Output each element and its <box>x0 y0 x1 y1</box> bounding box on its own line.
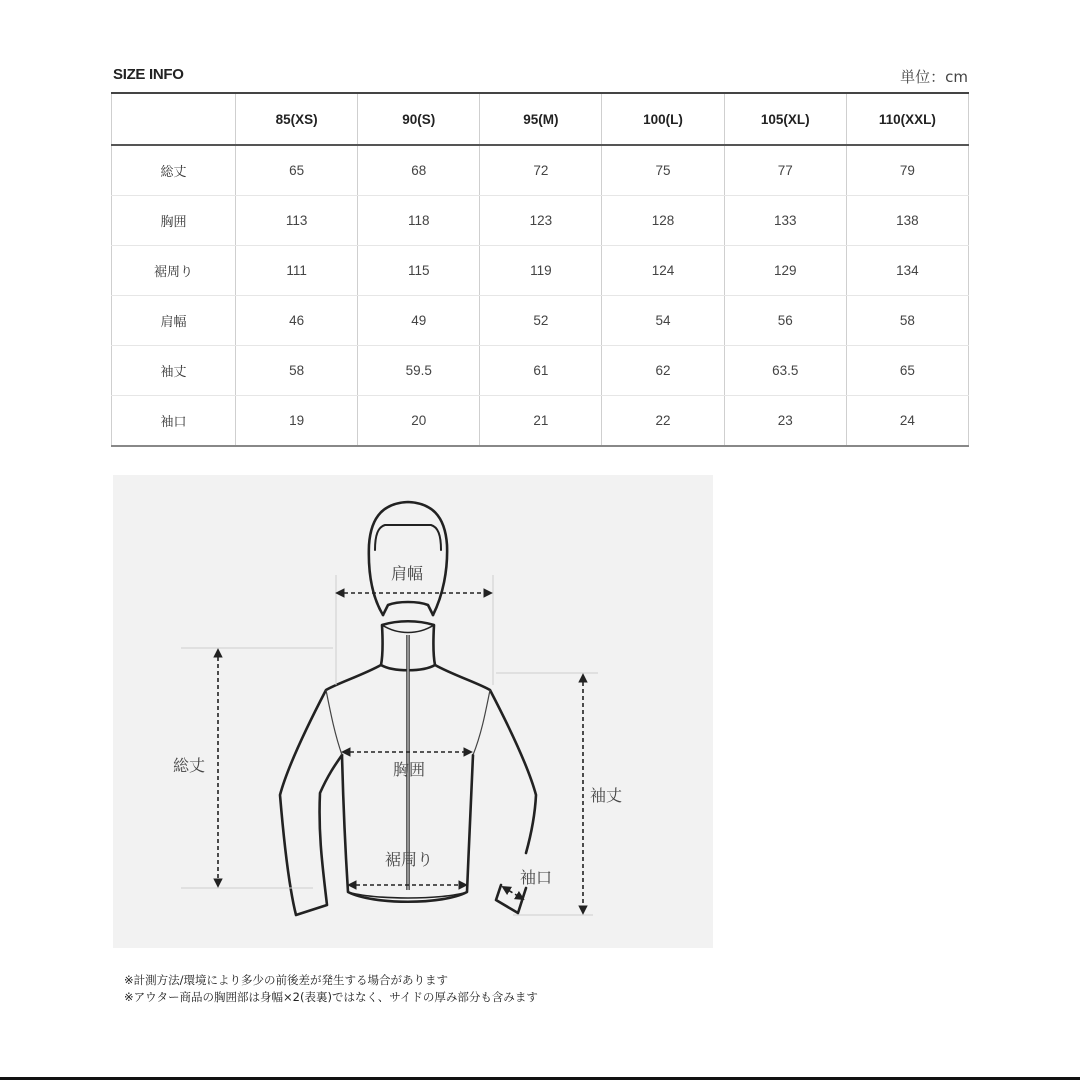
table-cell: 56 <box>724 296 846 346</box>
table-cell: 63.5 <box>724 346 846 396</box>
row-label: 袖丈 <box>112 346 236 396</box>
table-cell: 128 <box>602 196 724 246</box>
size-info-title: SIZE INFO <box>113 66 184 83</box>
table-cell: 75 <box>602 145 724 196</box>
table-cell: 61 <box>480 346 602 396</box>
note-line: ※計測方法/環境により多少の前後差が発生する場合があります <box>124 973 449 987</box>
unit-label: 単位：cm <box>900 68 968 86</box>
jacket-illustration-icon <box>113 475 713 948</box>
table-cell: 65 <box>846 346 968 396</box>
table-cell: 124 <box>602 246 724 296</box>
table-cell: 58 <box>846 296 968 346</box>
shoulder-width-label: 肩幅 <box>391 564 424 583</box>
table-cell: 72 <box>480 145 602 196</box>
header-cell-size: 90(S) <box>358 93 480 145</box>
table-cell: 20 <box>358 396 480 447</box>
row-label: 総丈 <box>112 145 236 196</box>
hem-label: 裾周り <box>385 850 434 869</box>
chest-label: 胸囲 <box>393 760 426 779</box>
table-cell: 54 <box>602 296 724 346</box>
row-label: 裾周り <box>112 246 236 296</box>
table-cell: 65 <box>236 145 358 196</box>
table-cell: 49 <box>358 296 480 346</box>
header-cell-empty <box>112 93 236 145</box>
cuff-label: 袖口 <box>520 868 553 887</box>
table-cell: 62 <box>602 346 724 396</box>
table-cell: 111 <box>236 246 358 296</box>
table-cell: 134 <box>846 246 968 296</box>
table-cell: 129 <box>724 246 846 296</box>
table-row <box>112 145 969 196</box>
table-row <box>112 346 969 396</box>
table-cell: 133 <box>724 196 846 246</box>
sleeve-length-label: 袖丈 <box>590 786 623 805</box>
table-row <box>112 246 969 296</box>
header-cell-size: 100(L) <box>602 93 724 145</box>
total-length-label: 総丈 <box>173 756 206 775</box>
row-label: 肩幅 <box>112 296 236 346</box>
measurement-diagram <box>113 475 713 948</box>
table-cell: 19 <box>236 396 358 447</box>
note-line: ※アウター商品の胸囲部は身幅×2(表裏)ではなく、サイドの厚み部分も含みます <box>124 990 538 1004</box>
table-cell: 115 <box>358 246 480 296</box>
row-label: 胸囲 <box>112 196 236 246</box>
table-cell: 118 <box>358 196 480 246</box>
header-cell-size: 95(M) <box>480 93 602 145</box>
notes <box>124 972 538 1006</box>
table-cell: 79 <box>846 145 968 196</box>
table-cell: 59.5 <box>358 346 480 396</box>
table-cell: 138 <box>846 196 968 246</box>
table-cell: 123 <box>480 196 602 246</box>
table-row <box>112 196 969 246</box>
table-cell: 52 <box>480 296 602 346</box>
table-cell: 21 <box>480 396 602 447</box>
table-cell: 24 <box>846 396 968 447</box>
table-cell: 22 <box>602 396 724 447</box>
header-cell-size: 85(XS) <box>236 93 358 145</box>
table-header-row <box>112 93 969 145</box>
row-label: 袖口 <box>112 396 236 447</box>
size-table <box>111 92 969 447</box>
table-row <box>112 296 969 346</box>
table-cell: 23 <box>724 396 846 447</box>
table-cell: 77 <box>724 145 846 196</box>
table-cell: 46 <box>236 296 358 346</box>
table-cell: 58 <box>236 346 358 396</box>
table-row <box>112 396 969 447</box>
table-cell: 68 <box>358 145 480 196</box>
header-cell-size: 105(XL) <box>724 93 846 145</box>
header-cell-size: 110(XXL) <box>846 93 968 145</box>
table-cell: 113 <box>236 196 358 246</box>
cuff-arrow <box>503 887 523 899</box>
table-cell: 119 <box>480 246 602 296</box>
